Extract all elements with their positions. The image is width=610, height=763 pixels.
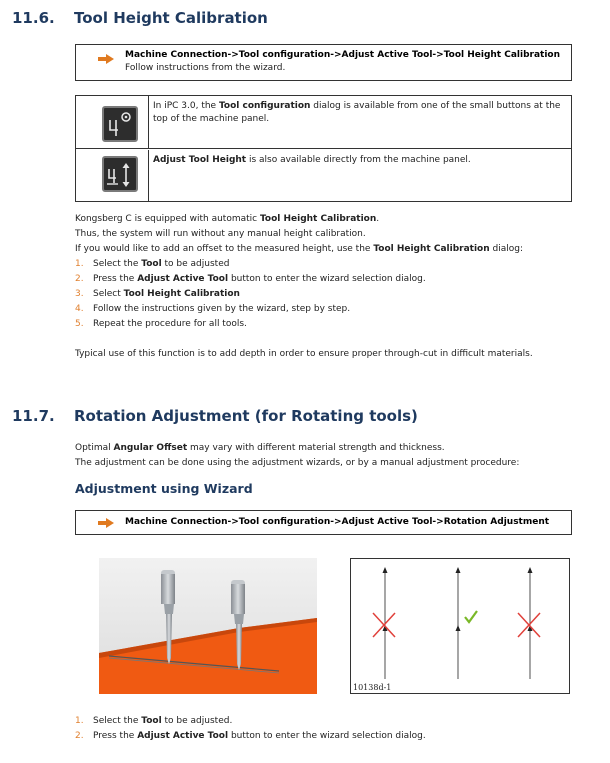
subsection-title: Adjustment using Wizard <box>75 481 253 496</box>
blade-orientation-diagram <box>350 558 570 694</box>
tool-render-image <box>99 558 317 694</box>
tip-row <box>76 96 571 149</box>
tip-text: In iPC 3.0, the Tool configuration dialog is available from one of the small buttons at the top of the machine panel. <box>153 101 561 124</box>
typical-use-paragraph: Typical use of this function is to add depth in order to ensure proper through-cut in difficult materials. <box>75 349 533 359</box>
arrow-right-icon <box>98 518 114 528</box>
navigation-path-box <box>75 44 572 81</box>
list-item: 3. Select Tool Height Calibration <box>75 289 240 299</box>
section-title: Tool Height Calibration <box>74 9 268 27</box>
navigation-path-box <box>75 510 572 535</box>
list-item: 1. Select the Tool to be adjusted. <box>75 716 233 726</box>
navigation-path: Machine Connection->Tool configuration->Adjust Active Tool->Tool Height Calibration <box>125 50 561 60</box>
tip-text: Adjust Tool Height is also available directly from the machine panel. <box>153 155 471 165</box>
rotation-intro-paragraph: Optimal Angular Offset may vary with different material strength and thickness. The adjustment can be done using the adjustment wizards, or by a manual adjustment procedure: <box>75 443 520 468</box>
adjust-height-icon <box>102 156 138 192</box>
navigation-path: Machine Connection->Tool configuration->Adjust Active Tool->Rotation Adjustment <box>125 517 550 527</box>
section-number: 11.6. <box>12 9 55 27</box>
tip-table <box>75 95 572 202</box>
navigation-note: Follow instructions from the wizard. <box>125 63 286 73</box>
arrow-right-icon <box>98 54 114 64</box>
steps-list <box>75 714 426 744</box>
list-item: 5. Repeat the procedure for all tools. <box>75 319 247 329</box>
section-number: 11.7. <box>12 407 55 425</box>
list-item: 2. Press the Adjust Active Tool button to enter the wizard selection dialog. <box>75 274 426 284</box>
section-title: Rotation Adjustment (for Rotating tools) <box>74 407 418 425</box>
list-item: 2. Press the Adjust Active Tool button to enter the wizard selection dialog. <box>75 731 426 741</box>
intro-paragraph: Kongsberg C is equipped with automatic Tool Height Calibration. Thus, the system will run without any manual height calibration. If you would like to add an offset to the measured height, use the Tool Height Calibration dialog: <box>75 214 523 254</box>
list-item: 4. Follow the instructions given by the wizard, step by step. <box>75 304 351 314</box>
steps-list <box>75 257 426 332</box>
list-item: 1. Select the Tool to be adjusted <box>75 259 230 269</box>
tool-config-icon <box>102 106 138 142</box>
tip-row <box>76 150 571 202</box>
figure-caption: 10138d-1 <box>353 683 392 692</box>
